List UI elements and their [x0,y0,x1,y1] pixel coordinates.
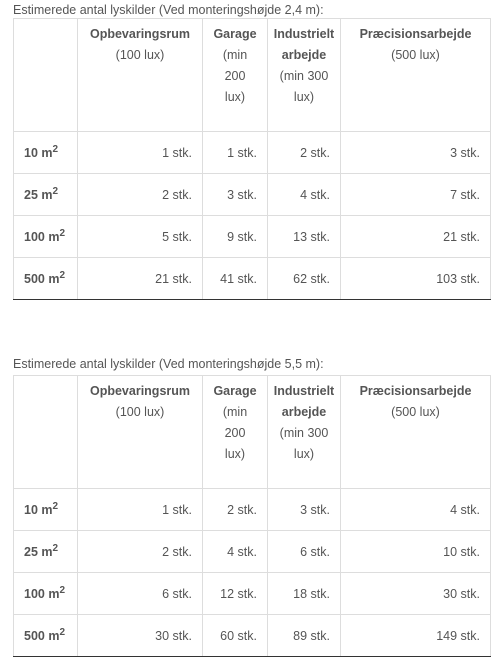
column-subtitle: (min [222,48,248,62]
column-subtitle: (min [222,405,248,419]
area-exponent: 2 [52,185,59,197]
area-exponent: 2 [59,269,66,281]
area-exponent: 2 [52,143,59,155]
column-subtitle: (500 lux) [391,405,440,419]
column-subtitle: lux) [224,90,246,104]
column-header [78,376,203,489]
table-row [14,174,491,216]
table-row [14,573,491,615]
column-subtitle: (100 lux) [115,405,165,419]
row-header [14,132,78,174]
column-subtitle: (100 lux) [115,48,165,62]
column-header [341,19,491,132]
corner-cell [14,19,78,132]
light-estimate-table [13,18,491,300]
table-row [14,531,491,573]
table-cell: 2 stk. [203,489,268,531]
row-header [14,531,78,573]
table-cell: 103 stk. [341,258,491,300]
row-header [14,216,78,258]
area-label: 10 m [24,502,53,517]
area-label: 100 m [24,229,60,244]
table-cell: 6 stk. [78,573,203,615]
area-label: 500 m [24,271,60,286]
table-header-row [14,19,491,132]
table-cell: 1 stk. [78,489,203,531]
column-title: Garage [213,384,257,398]
light-estimate-table [13,375,491,657]
table-cell: 10 stk. [341,531,491,573]
column-subtitle: (min 300 [279,69,329,83]
table-row [14,615,491,657]
table-cell: 60 stk. [203,615,268,657]
column-title: Garage [213,27,257,41]
table-cell: 4 stk. [341,489,491,531]
column-subtitle: lux) [224,447,246,461]
table-cell: 3 stk. [341,132,491,174]
table-cell: 89 stk. [268,615,341,657]
column-title: Industrielt arbejde [273,27,335,62]
table-cell: 6 stk. [268,531,341,573]
area-label: 10 m [24,145,53,160]
row-header [14,573,78,615]
table-cell: 3 stk. [203,174,268,216]
corner-cell [14,376,78,489]
area-exponent: 2 [59,227,66,239]
table-cell: 2 stk. [268,132,341,174]
area-label: 100 m [24,586,60,601]
table-cell: 5 stk. [78,216,203,258]
column-header [268,376,341,489]
table-cell: 21 stk. [78,258,203,300]
table-cell: 7 stk. [341,174,491,216]
table-cell: 18 stk. [268,573,341,615]
table-cell: 41 stk. [203,258,268,300]
table-cell: 2 stk. [78,174,203,216]
column-title: Præcisionsarbejde [359,27,472,41]
area-label: 500 m [24,628,60,643]
column-header [341,376,491,489]
column-subtitle: lux) [293,90,315,104]
table-row [14,258,491,300]
table-header-row [14,376,491,489]
column-header [203,19,268,132]
column-subtitle: 200 [224,426,246,440]
area-label: 25 m [24,187,53,202]
row-header [14,258,78,300]
table-cell: 2 stk. [78,531,203,573]
row-header [14,489,78,531]
table-row [14,489,491,531]
table-cell: 9 stk. [203,216,268,258]
column-header [78,19,203,132]
area-exponent: 2 [59,584,66,596]
table-cell: 4 stk. [268,174,341,216]
row-header [14,615,78,657]
row-header [14,174,78,216]
table-cell: 3 stk. [268,489,341,531]
column-title: Præcisionsarbejde [359,384,472,398]
table-cell: 4 stk. [203,531,268,573]
column-title: Opbevaringsrum [89,384,191,398]
column-subtitle: lux) [293,447,315,461]
column-title: Industrielt arbejde [273,384,335,419]
table-cell: 1 stk. [78,132,203,174]
table-row [14,132,491,174]
area-exponent: 2 [59,626,66,638]
table-cell: 21 stk. [341,216,491,258]
column-header [203,376,268,489]
column-title: Opbevaringsrum [89,27,191,41]
table-cell: 62 stk. [268,258,341,300]
column-header [268,19,341,132]
table-caption: Estimerede antal lyskilder (Ved monteringshøjde 2,4 m): [13,3,324,17]
area-exponent: 2 [52,500,59,512]
column-subtitle: (500 lux) [391,48,440,62]
column-subtitle: (min 300 [279,426,329,440]
column-subtitle: 200 [224,69,246,83]
table-cell: 30 stk. [78,615,203,657]
table-caption: Estimerede antal lyskilder (Ved monteringshøjde 5,5 m): [13,357,324,371]
table-row [14,216,491,258]
table-cell: 12 stk. [203,573,268,615]
area-exponent: 2 [52,542,59,554]
table-cell: 149 stk. [341,615,491,657]
table-cell: 1 stk. [203,132,268,174]
table-cell: 30 stk. [341,573,491,615]
table-cell: 13 stk. [268,216,341,258]
area-label: 25 m [24,544,53,559]
